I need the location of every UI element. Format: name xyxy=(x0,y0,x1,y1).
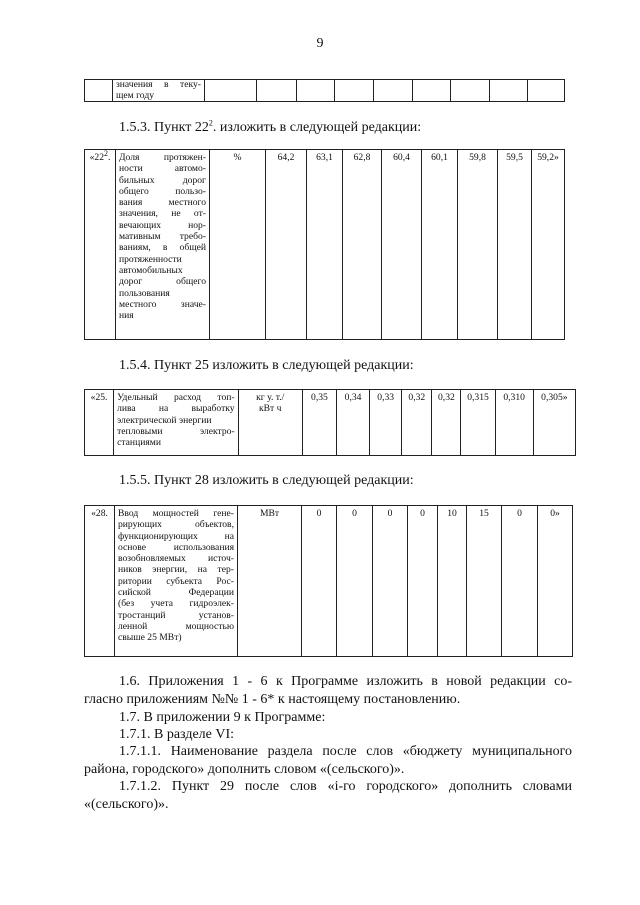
paragraph-line: 1.7.1.2. Пункт 29 после слов «i-го городского» дополнить словами xyxy=(119,779,572,794)
cell-text-line: тепловыми электро- xyxy=(117,425,235,437)
cell-text-line: вечающих нор- xyxy=(119,219,206,231)
cell-text-line: (без учета гидроэлек- xyxy=(118,598,234,610)
cell-value: 0 xyxy=(502,506,538,657)
cell-value: 0,32 xyxy=(402,390,432,456)
cell-value: 0,35 xyxy=(302,390,336,456)
cell-value: 0,34 xyxy=(336,390,369,456)
cell-text-line: станциями xyxy=(117,437,161,449)
cell-name xyxy=(114,390,239,456)
cell-value: 60,4 xyxy=(382,150,422,340)
cell-text-line: ности автомо- xyxy=(119,163,206,175)
paragraph-line: гласно приложениям №№ 1 - 6* к настоящему постановлению. xyxy=(84,691,461,707)
cell-unit: % xyxy=(210,150,266,340)
table-row xyxy=(85,390,576,456)
cell-name xyxy=(113,80,205,102)
table-row xyxy=(85,150,565,340)
cell-value: 0,315 xyxy=(461,390,495,456)
cell-text-line: общего пользо- xyxy=(119,185,206,197)
cell-text-line: ников энергии, на тер- xyxy=(118,564,234,576)
heading-1-5-4: 1.5.4. Пункт 25 изложить в следующей редакции: xyxy=(119,358,414,373)
cell-text-line: ния xyxy=(119,310,134,322)
paragraph-1-7: 1.7. В приложении 9 к Программе: xyxy=(119,710,326,725)
cell-text-line: щем году xyxy=(116,89,155,101)
cell-text-line: бильных дорог xyxy=(119,174,206,186)
cell-value: 0 xyxy=(337,506,373,657)
cell-name xyxy=(116,150,210,340)
paragraph-1-7-1: 1.7.1. В разделе VI: xyxy=(119,727,235,742)
cell-num: «25. xyxy=(85,390,114,456)
cell-text-line: электрической энергии xyxy=(117,414,212,426)
cell-text-line: сийской Федерации xyxy=(118,587,234,599)
cell-num: «28. xyxy=(85,506,115,657)
heading-1-5-3: 1.5.3. Пункт $22^2$. изложить в следующей редакции: xyxy=(119,118,422,135)
table-item-25 xyxy=(84,389,576,456)
cell-text-line: свыше 25 МВт) xyxy=(118,632,182,644)
cell-text-line: ваниям, в общей xyxy=(119,242,206,254)
cell-value: 59,5 xyxy=(498,150,532,340)
table-continuation xyxy=(84,79,565,102)
table-row xyxy=(85,80,565,102)
cell-value: 15 xyxy=(467,506,502,657)
cell-num xyxy=(85,80,113,102)
cell-value: 59,8 xyxy=(458,150,498,340)
cell-value: 63,1 xyxy=(307,150,343,340)
cell-name xyxy=(115,506,238,657)
cell-text-line: значения, не от- xyxy=(119,208,206,220)
cell-unit: кг у. т./ кВт ч xyxy=(238,390,302,456)
cell-value: 0 xyxy=(408,506,438,657)
cell-text-line: ленной мощностью xyxy=(118,620,234,632)
cell-text-line: основе использования xyxy=(118,541,234,553)
paragraph-1-6 xyxy=(84,673,572,708)
cell-text-line: рирующих объектов, xyxy=(118,519,234,531)
table-row xyxy=(85,506,573,657)
cell-text-line: местного значе- xyxy=(119,298,206,310)
cell-text-line: пользования xyxy=(119,287,170,299)
table-item-22-2 xyxy=(84,149,565,340)
cell-text-line: автомобильных xyxy=(119,264,183,276)
cell-text-line: протяженности xyxy=(119,253,182,265)
cell-value: 60,1 xyxy=(422,150,458,340)
cell-value: 59,2» xyxy=(532,150,565,340)
cell-value: 0,33 xyxy=(370,390,402,456)
cell-text-line: дорог общего xyxy=(119,276,206,288)
page-number: 9 xyxy=(316,36,324,51)
paragraph-line: «(сельского)». xyxy=(84,796,169,812)
cell-text-line: тростанций установ- xyxy=(118,609,234,621)
cell-value: 0 xyxy=(373,506,408,657)
cell-unit: МВт xyxy=(238,506,302,657)
paragraph-1-7-1-1 xyxy=(84,743,572,778)
cell-value: 0 xyxy=(302,506,337,657)
cell-text-line: вания местного xyxy=(119,197,206,209)
cell-text-line: функционирующих на xyxy=(118,530,234,542)
paragraph-line: 1.7.1.1. Наименование раздела после слов «бюджету муниципального xyxy=(119,744,572,759)
cell-value: 0,310 xyxy=(495,390,533,456)
cell-value: 62,8 xyxy=(343,150,382,340)
cell-text-line: возобновляемых источ- xyxy=(118,553,234,565)
cell-text-line: значения в теку- xyxy=(116,79,201,90)
cell-value: 0,305» xyxy=(533,390,575,456)
cell-text-line: Ввод мощностей гене- xyxy=(118,508,234,519)
cell-value: 0» xyxy=(538,506,573,657)
cell-text-line: ритории субъекта Рос- xyxy=(118,575,234,587)
cell-text-line: Удельный расход топ- xyxy=(117,392,235,403)
cell-value: 64,2 xyxy=(266,150,307,340)
cell-text-line: лива на выработку xyxy=(117,403,235,415)
heading-1-5-5: 1.5.5. Пункт 28 изложить в следующей редакции: xyxy=(119,473,414,488)
cell-text-line: мативным требо- xyxy=(119,231,206,243)
cell-text-line: Доля протяжен- xyxy=(119,152,206,163)
table-item-28 xyxy=(84,505,573,657)
cell-num: «$22^2$. xyxy=(85,150,116,340)
cell-value: 0,32 xyxy=(432,390,461,456)
paragraph-line: 1.6. Приложения 1 - 6 к Программе изложить в новой редакции со- xyxy=(119,674,572,689)
cell-value: 10 xyxy=(438,506,467,657)
paragraph-1-7-1-2 xyxy=(84,778,572,813)
paragraph-line: района, городского» дополнить словом «(сельского)». xyxy=(84,761,405,777)
